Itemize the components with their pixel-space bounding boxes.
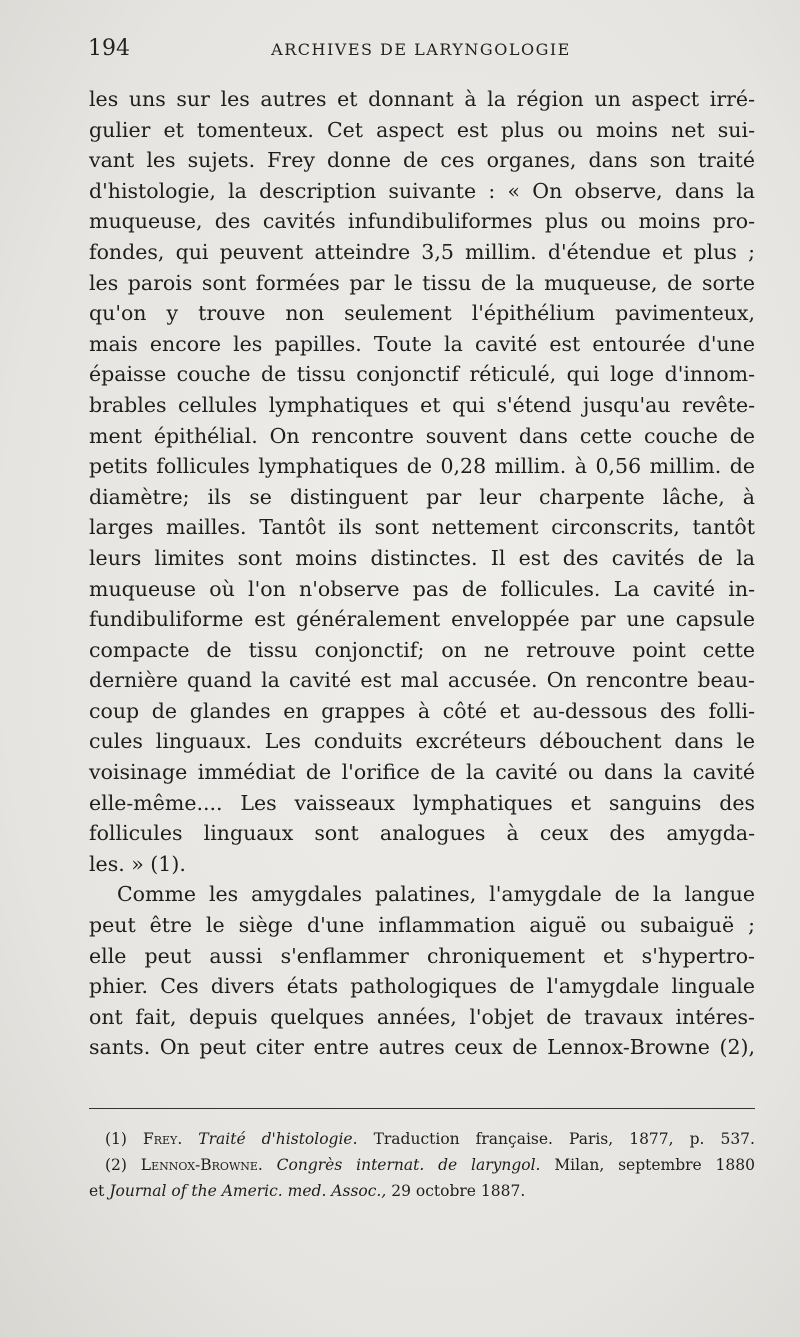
footnote-journal: Journal of the Americ. med. Assoc., [109, 1182, 387, 1200]
text-line: fondes, qui peuvent atteindre 3,5 millim. d'étendue et plus ; [89, 239, 755, 264]
footnote-marker: (2) [105, 1156, 127, 1174]
text-line: Comme les amygdales palatines, l'amygdale de la langue [117, 882, 755, 907]
footnote-2 [89, 1152, 755, 1178]
text-line: les parois sont formées par le tissu de la muqueuse, de sorte [89, 270, 755, 295]
body-text [89, 84, 755, 1063]
footnote-author: Frey. [142, 1130, 183, 1148]
text-line: dernière quand la cavité est mal accusée. On rencontre beau- [89, 668, 755, 693]
footnote-author: Lennox-Browne. [140, 1156, 263, 1174]
text-line: ont fait, depuis quelques années, l'objet de travaux intéres- [89, 1004, 755, 1029]
text-line: fundibuliforme est généralement enveloppée par une capsule [89, 607, 755, 632]
text-line: larges mailles. Tantôt ils sont nettement circonscrits, tantôt [89, 515, 755, 540]
page-number: 194 [88, 36, 130, 61]
text-line: peut être le siège d'une inflammation aiguë ou subaiguë ; [89, 913, 755, 938]
text-line: qu'on y trouve non seulement l'épithélium pavimenteux, [89, 301, 755, 326]
footnote-prefix: et [89, 1182, 105, 1200]
footnote-title: Congrès internat. de laryngol. [276, 1156, 541, 1174]
footnote-2-continued [89, 1178, 755, 1204]
text-line: sants. On peut citer entre autres ceux de Lennox-Browne (2), [89, 1035, 755, 1060]
text-line: ment épithélial. On rencontre souvent dans cette couche de [89, 423, 755, 448]
page-header [88, 36, 754, 66]
text-line: gulier et tomenteux. Cet aspect est plus ou moins net sui- [89, 117, 755, 142]
footnote-rest: Traduction française. Paris, 1877, p. 537. [373, 1130, 755, 1148]
text-line: mais encore les papilles. Toute la cavité est entourée d'une [89, 331, 755, 356]
text-line: brables cellules lymphatiques et qui s'étend jusqu'au revête- [89, 392, 755, 417]
text-line: diamètre; ils se distinguent par leur charpente lâche, à [89, 484, 755, 509]
text-line: cules linguaux. Les conduits excréteurs débouchent dans le [89, 729, 755, 754]
footnote-1 [89, 1126, 755, 1152]
text-line: épaisse couche de tissu conjonctif réticulé, qui loge d'innom- [89, 362, 755, 387]
text-line: phier. Ces divers états pathologiques de l'amygdale linguale [89, 974, 755, 999]
text-line: muqueuse où l'on n'observe pas de follicules. La cavité in- [89, 576, 755, 601]
text-line: vant les sujets. Frey donne de ces organes, dans son traité [89, 148, 755, 173]
text-line: muqueuse, des cavités infundibuliformes plus ou moins pro- [89, 209, 755, 234]
text-line: petits follicules lymphatiques de 0,28 millim. à 0,56 millim. de [89, 454, 755, 479]
text-line: leurs limites sont moins distinctes. Il est des cavités de la [89, 545, 755, 570]
text-line: coup de glandes en grappes à côté et au-dessous des folli- [89, 698, 755, 723]
footnote-rest: 29 octobre 1887. [391, 1182, 526, 1200]
text-line: d'histologie, la description suivante : « On observe, dans la [89, 178, 755, 203]
text-line: elle-même.... Les vaisseaux lymphatiques et sanguins des [89, 790, 755, 815]
text-line: elle peut aussi s'enflammer chroniquement et s'hypertro- [89, 943, 755, 968]
footnotes [89, 1126, 755, 1204]
text-line: follicules linguaux sont analogues à ceux des amygda- [89, 821, 755, 846]
footnote-title: Traité d'histologie. [198, 1130, 358, 1148]
footnote-rest: Milan, septembre 1880 [554, 1156, 755, 1174]
running-title: ARCHIVES DE LARYNGOLOGIE [271, 40, 571, 59]
footnote-marker: (1) [105, 1130, 127, 1148]
text-line: les uns sur les autres et donnant à la région un aspect irré- [89, 87, 755, 111]
footnote-rule [89, 1108, 755, 1109]
text-line: voisinage immédiat de l'orifice de la cavité ou dans la cavité [89, 760, 755, 785]
text-line: compacte de tissu conjonctif; on ne retrouve point cette [89, 637, 755, 662]
text-line: les. » (1). [89, 851, 186, 876]
